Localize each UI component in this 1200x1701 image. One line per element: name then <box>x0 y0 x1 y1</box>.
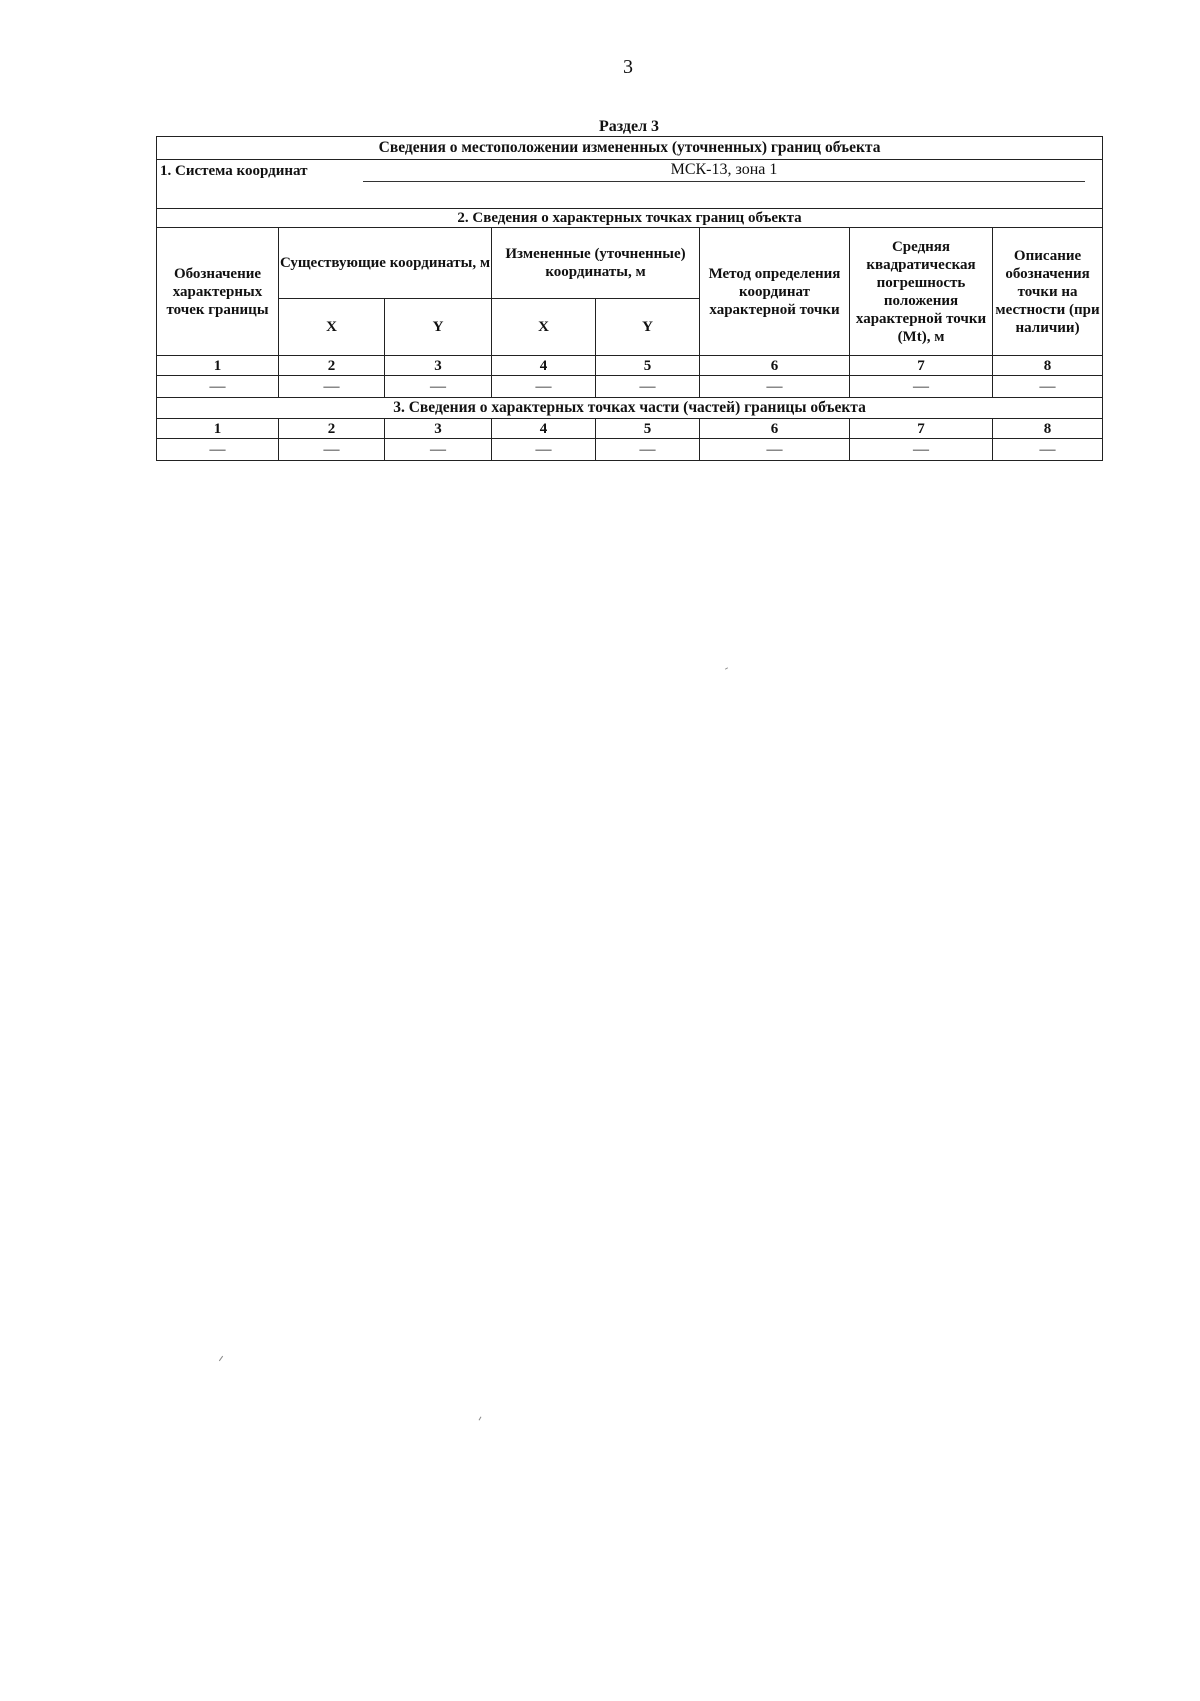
empty-cell: — <box>385 376 492 398</box>
column-number: 5 <box>596 356 700 376</box>
empty-cell: — <box>993 439 1103 461</box>
table-row <box>157 376 1103 398</box>
header-existing-x: X <box>279 299 385 356</box>
coord-system-cell <box>157 160 1103 209</box>
table-row <box>157 439 1103 461</box>
scan-speck <box>479 1417 482 1421</box>
empty-cell: — <box>596 439 700 461</box>
section-label: Раздел 3 <box>598 118 660 135</box>
column-number-row <box>157 419 1103 439</box>
empty-cell: — <box>993 376 1103 398</box>
empty-cell: — <box>596 376 700 398</box>
column-number: 2 <box>279 356 385 376</box>
header-existing-coords: Существующие координаты, м <box>279 228 492 299</box>
header-changed-coords: Измененные (уточненные) координаты, м <box>492 228 700 299</box>
coord-system-label: 1. Система координат <box>160 163 308 179</box>
empty-cell: — <box>279 376 385 398</box>
header-mean-error: Средняя квадратическая погрешность положения характерной точки (Mt), м <box>850 228 993 356</box>
column-number: 4 <box>492 356 596 376</box>
table-title: Сведения о местоположении измененных (уточненных) границ объекта <box>157 137 1103 160</box>
column-number: 4 <box>492 419 596 439</box>
column-number: 5 <box>596 419 700 439</box>
subsection-3-heading: 3. Сведения о характерных точках части (частей) границы объекта <box>157 398 1103 419</box>
empty-cell: — <box>700 376 850 398</box>
empty-cell: — <box>157 439 279 461</box>
header-designation: Обозначение характерных точек границы <box>157 228 279 356</box>
header-changed-x: X <box>492 299 596 356</box>
column-number: 1 <box>157 419 279 439</box>
column-number: 3 <box>385 419 492 439</box>
empty-cell: — <box>385 439 492 461</box>
column-number: 3 <box>385 356 492 376</box>
header-existing-y: Y <box>385 299 492 356</box>
page-number: 3 <box>623 56 633 78</box>
empty-cell: — <box>850 376 993 398</box>
column-number: 2 <box>279 419 385 439</box>
coord-system-value: МСК-13, зона 1 <box>363 161 1085 182</box>
empty-cell: — <box>279 439 385 461</box>
empty-cell: — <box>850 439 993 461</box>
column-number: 6 <box>700 356 850 376</box>
column-number: 1 <box>157 356 279 376</box>
column-number: 8 <box>993 419 1103 439</box>
column-number: 7 <box>850 419 993 439</box>
boundary-table <box>156 136 1103 461</box>
empty-cell: — <box>157 376 279 398</box>
subsection-2-heading: 2. Сведения о характерных точках границ объекта <box>157 209 1103 228</box>
header-description: Описание обозначения точки на местности (при наличии) <box>993 228 1103 356</box>
header-method: Метод определения координат характерной точки <box>700 228 850 356</box>
column-number-row <box>157 356 1103 376</box>
empty-cell: — <box>492 439 596 461</box>
scan-speck <box>219 1356 223 1361</box>
column-number: 8 <box>993 356 1103 376</box>
column-number: 6 <box>700 419 850 439</box>
empty-cell: — <box>700 439 850 461</box>
column-number: 7 <box>850 356 993 376</box>
scan-speck <box>725 667 728 669</box>
header-changed-y: Y <box>596 299 700 356</box>
empty-cell: — <box>492 376 596 398</box>
